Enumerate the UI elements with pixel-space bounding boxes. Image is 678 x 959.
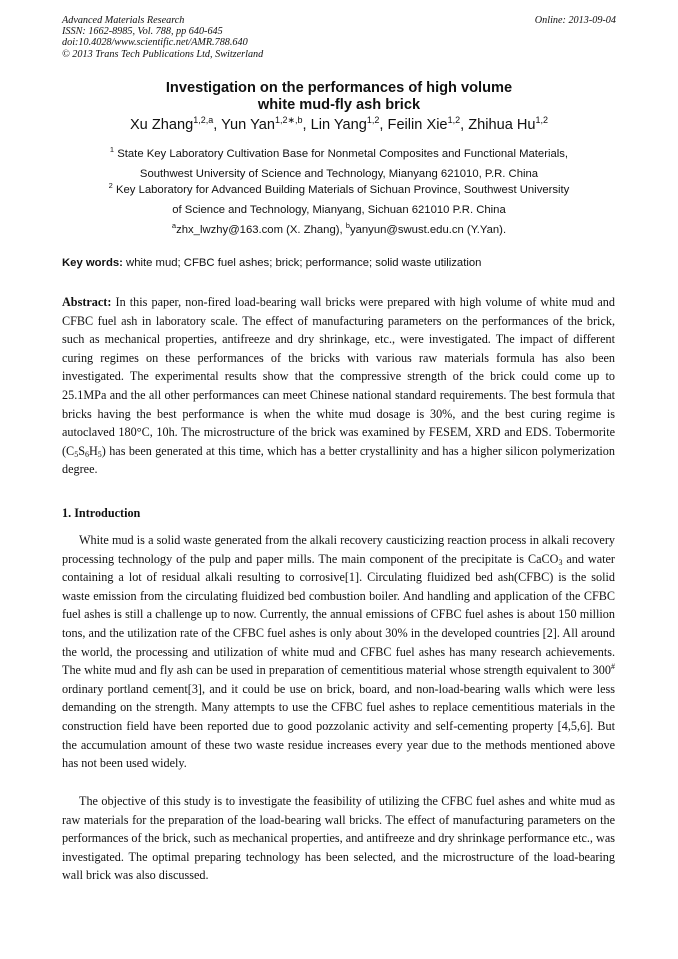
keywords xyxy=(62,257,481,269)
author-affiliation-mark: 1,2,a xyxy=(193,115,214,125)
abstract-label: Abstract: xyxy=(62,295,112,309)
affiliation-2 xyxy=(40,180,638,240)
author-separator: , xyxy=(460,117,469,133)
affiliation-mark: 1 xyxy=(109,145,115,154)
email-mark: b xyxy=(345,221,350,230)
author-affiliation-mark: 1,2 xyxy=(535,115,549,125)
abstract: Abstract: In this paper, non-fired load-bearing wall bricks were prepared with high volume of white mud and CFBC fuel ash in laboratory scale. The effect of manufacturing parameters on the performances of the brick, such as mechanical properties, antifreeze and dry shrinkage, etc., were investigated. The impact of different curing regimes on these performances of the bricks with various raw materials formula has also been investigated. The experimental results show that the compressive strength of the brick could come up to 25.1MPa and the all other performances can meet Chinese national standard requirements. The best formula that bricks having the best performance is when the white mud dosage is 30%, and the best curing regime is autoclaved 180°C, 10h. The microstructure of the brick was examined by FESEM, XRD and EDS. Tobermorite $(C_5S_6H_5)$ has been generated at this time, which has a better crystallinity and has a higher silicon polymerization degree. xyxy=(62,295,615,477)
intro-paragraph-2: The objective of this study is to investigate the feasibility of utilizing the CFBC fuel ashes and white mud as raw materials for the preparation of the load-bearing wall bricks. The effect of manufacturing parameters on the performances of the brick, such as mechanical properties, and antifreeze and dry shrinkage performance etc., was investigated. The optimal preparing technology has been selected, and the microstructure of the load-bearing wall brick was also discussed. xyxy=(62,794,615,883)
affiliation-1-line-1: $^1$ State Key Laboratory Cultivation Base for Nonmetal Composites and Functional Materials, xyxy=(109,145,569,160)
email-yan: yanyun@swust.edu.cn (Y.Yan). xyxy=(349,224,507,236)
online-date: Online: 2013-09-04 xyxy=(534,15,616,26)
keywords-label: Key words: xyxy=(62,257,123,269)
author-separator: , xyxy=(379,117,388,133)
title-line-1: Investigation on the performances of high volume xyxy=(165,80,513,96)
affiliation-2-line-1: $^2$ Key Laboratory for Advanced Building Materials of Sichuan Province, Southwest University xyxy=(108,181,570,196)
intro-paragraph-1: White mud is a solid waste generated from the alkali recovery causticizing reaction process in alkali recovery processing technology of the pulp and paper mills. The main component of the precipitate is CaCO$_3$ and water containing a lot of residual alkali resulting to corrosive[1]. Circulating fluidized bed ash(CFBC) is the solid waste emission from the circulating fluidized bed combustion boiler. And handling and application of the CFBC fuel ashes is still a challenge up to now. Currently, the annual emissions of CFBC fuel ashes is about 150 million tons, and the utilization rate of the CFBC fuel ashes is only about 30% in the developed countries [2]. All around the world, the processing and utilization of white mud and CFBC fuel ashes has many research achievements. The white mud and fly ash can be used in preparation of cementitious material whose strength equivalent to 300# ordinary portland cement[3], and it could be use on brick, board, and non-load-bearing walls which were less demanding on the strength. Many attempts to use the CFBC fuel ashes to replace cementitious materials in the construction field have been reported due to good pozzolanic activity and self-cementing property [4,5,6]. But the accumulation amount of these two waste residue increases every year due to the methods mentioned above has not been used widely. xyxy=(62,533,615,771)
email-line xyxy=(40,220,638,240)
author-separator: , xyxy=(213,117,222,133)
journal-header xyxy=(62,15,616,60)
affiliation-mark: 2 xyxy=(108,181,113,190)
paper-title xyxy=(40,80,638,114)
issn-line: ISSN: 1662-8985, Vol. 788, pp 640-645 xyxy=(62,26,223,38)
abstract-text: In this paper, non-fired load-bearing wall bricks were prepared with high volume of white mud and CFBC fuel ash in laboratory scale. The effect of manufacturing parameters on the performances of the brick, such as mechanical properties, antifreeze and dry shrinkage, etc., were investigated. The impact of different curing regimes on these performances of the bricks with various raw materials formula has also been investigated. The experimental results show that the compressive strength of the brick could come up to 25.1MPa and the all other performances can meet Chinese national standard requirements. The best formula that bricks having the best performance is when the white mud dosage is 30%, and the best curing regime is autoclaved 180°C, 10h. The microstructure of the brick was examined by FESEM, XRD and EDS. Tobermorite (C xyxy=(62,295,615,458)
keywords-text: white mud; CFBC fuel ashes; brick; performance; solid waste utilization xyxy=(122,257,482,269)
affiliation-1 xyxy=(40,144,638,184)
section-heading: 1. Introduction xyxy=(62,506,141,520)
author-separator: , xyxy=(302,117,311,133)
author-name: Lin Yang xyxy=(310,117,367,133)
copyright-line: © 2013 Trans Tech Publications Ltd, Switzerland xyxy=(62,48,264,60)
journal-name: Advanced Materials Research xyxy=(62,15,185,26)
author-affiliation-mark: 1,2 xyxy=(366,115,380,125)
affiliation-1-line-2: Southwest University of Science and Technology, Mianyang 621010, P.R. China xyxy=(139,168,539,180)
author-affiliation-mark: 1,2∗,b xyxy=(274,115,303,125)
author-name: Yun Yan xyxy=(221,117,275,133)
author-list xyxy=(40,116,638,134)
email-mark: a xyxy=(171,221,177,230)
affiliation-2-line-2: of Science and Technology, Mianyang, Sichuan 621010 P.R. China xyxy=(172,204,506,216)
title-line-2: white mud-fly ash brick xyxy=(257,97,421,113)
doi-line: doi:10.4028/www.scientific.net/AMR.788.640 xyxy=(62,37,248,49)
author-name: Feilin Xie xyxy=(387,117,448,133)
author-affiliation-mark: 1,2 xyxy=(447,115,461,125)
email-zhang: zhx_lwzhy@163.com (X. Zhang), xyxy=(176,224,346,236)
author-name: Xu Zhang xyxy=(129,117,194,133)
author-name: Zhihua Hu xyxy=(468,117,536,133)
